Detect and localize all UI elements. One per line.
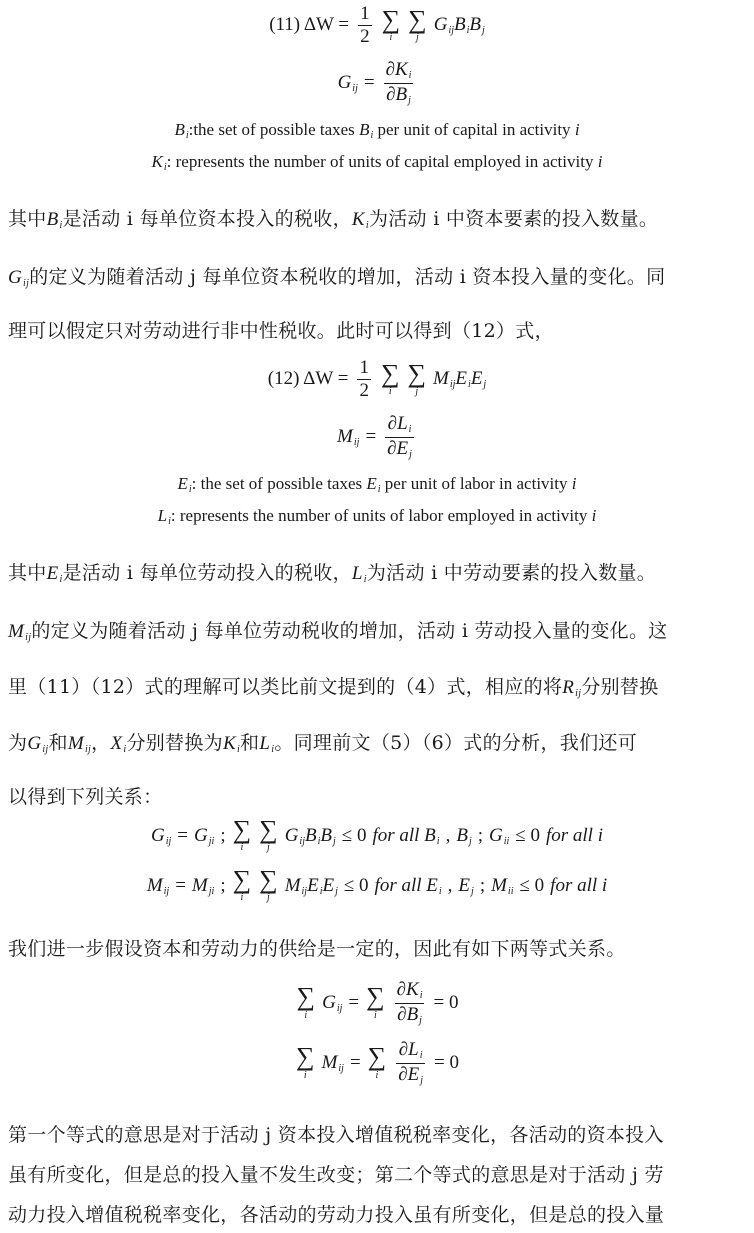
para4-line3: 动力投入增值税税率变化，各活动的劳动力投入虽有所变化，但是总的投入量: [8, 1204, 665, 1226]
g-definition: $G_{ij}$ = $\frac{\partial K_i}{\partial B_j}$: [337, 59, 412, 106]
equation-11: (11) ΔW = $\frac{1}{2}$ ∑ i ∑ j $G_{ij}B_iB_j$: [269, 3, 485, 47]
m-definition: $M_{ij}$ = $\frac{\partial L_i}{\partial E_j}$: [337, 413, 412, 460]
para4-line1: 第一个等式的意思是对于活动 j 资本投入增值税税率变化，各活动的资本投入: [8, 1124, 664, 1146]
sum-over-j: ∑ j: [408, 4, 427, 44]
equation-12: (12) ΔW = $\frac{1}{2}$ ∑ i ∑ j $M_{ij}E_iE_j$: [267, 357, 487, 401]
equation-label: (12) ΔW =: [267, 368, 349, 390]
para2-line4: 为$G_{ij}$和$M_{ij}$，$X_i$分别替换为$K_i$和$L_i$。同理前文（5）（6）式的分析，我们还可: [8, 732, 638, 755]
equation-label: (11) ΔW =: [269, 14, 350, 36]
one-half-fraction: $\frac{1}{2}$: [360, 3, 370, 47]
capital-supply-equation: ∑ i $G_{ij}$ = ∑ i $\frac{\partial K_i}{\partial B_j}$ = 0: [296, 979, 459, 1026]
g-relation: $G_{ij}$ = $G_{ji}$ ; ∑ i ∑ j $G_{ij}B_iB_j$ ≤ 0 for all $B_i$ , $B_j$ ; $G_{ii}$ ≤ 0 for all i: [151, 815, 603, 854]
para2-line5: 以得到下列关系：: [8, 786, 163, 808]
para1-line2: $G_{ij}$的定义为随着活动 j 每单位资本税收的增加，活动 i 资本投入量的变化。同: [8, 266, 666, 289]
para1-line1: 其中$B_i$是活动 i 每单位资本投入的税收，$K_i$为活动 i 中资本要素的投入数量。: [8, 208, 659, 231]
labor-supply-equation: ∑ i $M_{ij}$ = ∑ i $\frac{\partial L_i}{\partial E_j}$ = 0: [296, 1039, 459, 1086]
para2-line3: 里（11）（12）式的理解可以类比前文提到的（4）式，相应的将$R_{ij}$分别替换: [8, 676, 659, 699]
sum-over-i: ∑ i: [381, 4, 401, 44]
para2-line2: $M_{ij}$的定义为随着活动 j 每单位劳动税收的增加，活动 i 劳动投入量的变化。这: [8, 620, 668, 643]
b-definition: $B_i:the$ set of possible taxes $B_i$ per unit of capital in activity i: [174, 120, 580, 141]
para1-line3: 理可以假定只对劳动进行非中性税收。此时可以得到（12）式，: [8, 320, 554, 342]
m-relation: $M_{ij}$ = $M_{ji}$ ; ∑ i ∑ j $M_{ij}E_iE_j$ ≤ 0 for all $E_i$ , $E_j$ ; $M_{ii}$ ≤ 0 for all i: [146, 865, 608, 904]
e-definition: $E_i$: the set of possible taxes $E_i$ per unit of labor in activity i: [177, 474, 577, 495]
l-definition: $L_i$: represents the number of units of labor employed in activity i: [157, 506, 597, 527]
para3-line1: 我们进一步假设资本和劳动力的供给是一定的，因此有如下两等式关系。: [8, 938, 626, 960]
para4-line2: 虽有所变化，但是总的投入量不发生改变；第二个等式的意思是对于活动 j 劳: [8, 1164, 664, 1186]
k-definition: $K_i$: represents the number of units of capital employed in activity i: [151, 152, 603, 173]
para2-line1: 其中$E_i$是活动 i 每单位劳动投入的税收，$L_i$为活动 i 中劳动要素的投入数量。: [8, 562, 657, 585]
